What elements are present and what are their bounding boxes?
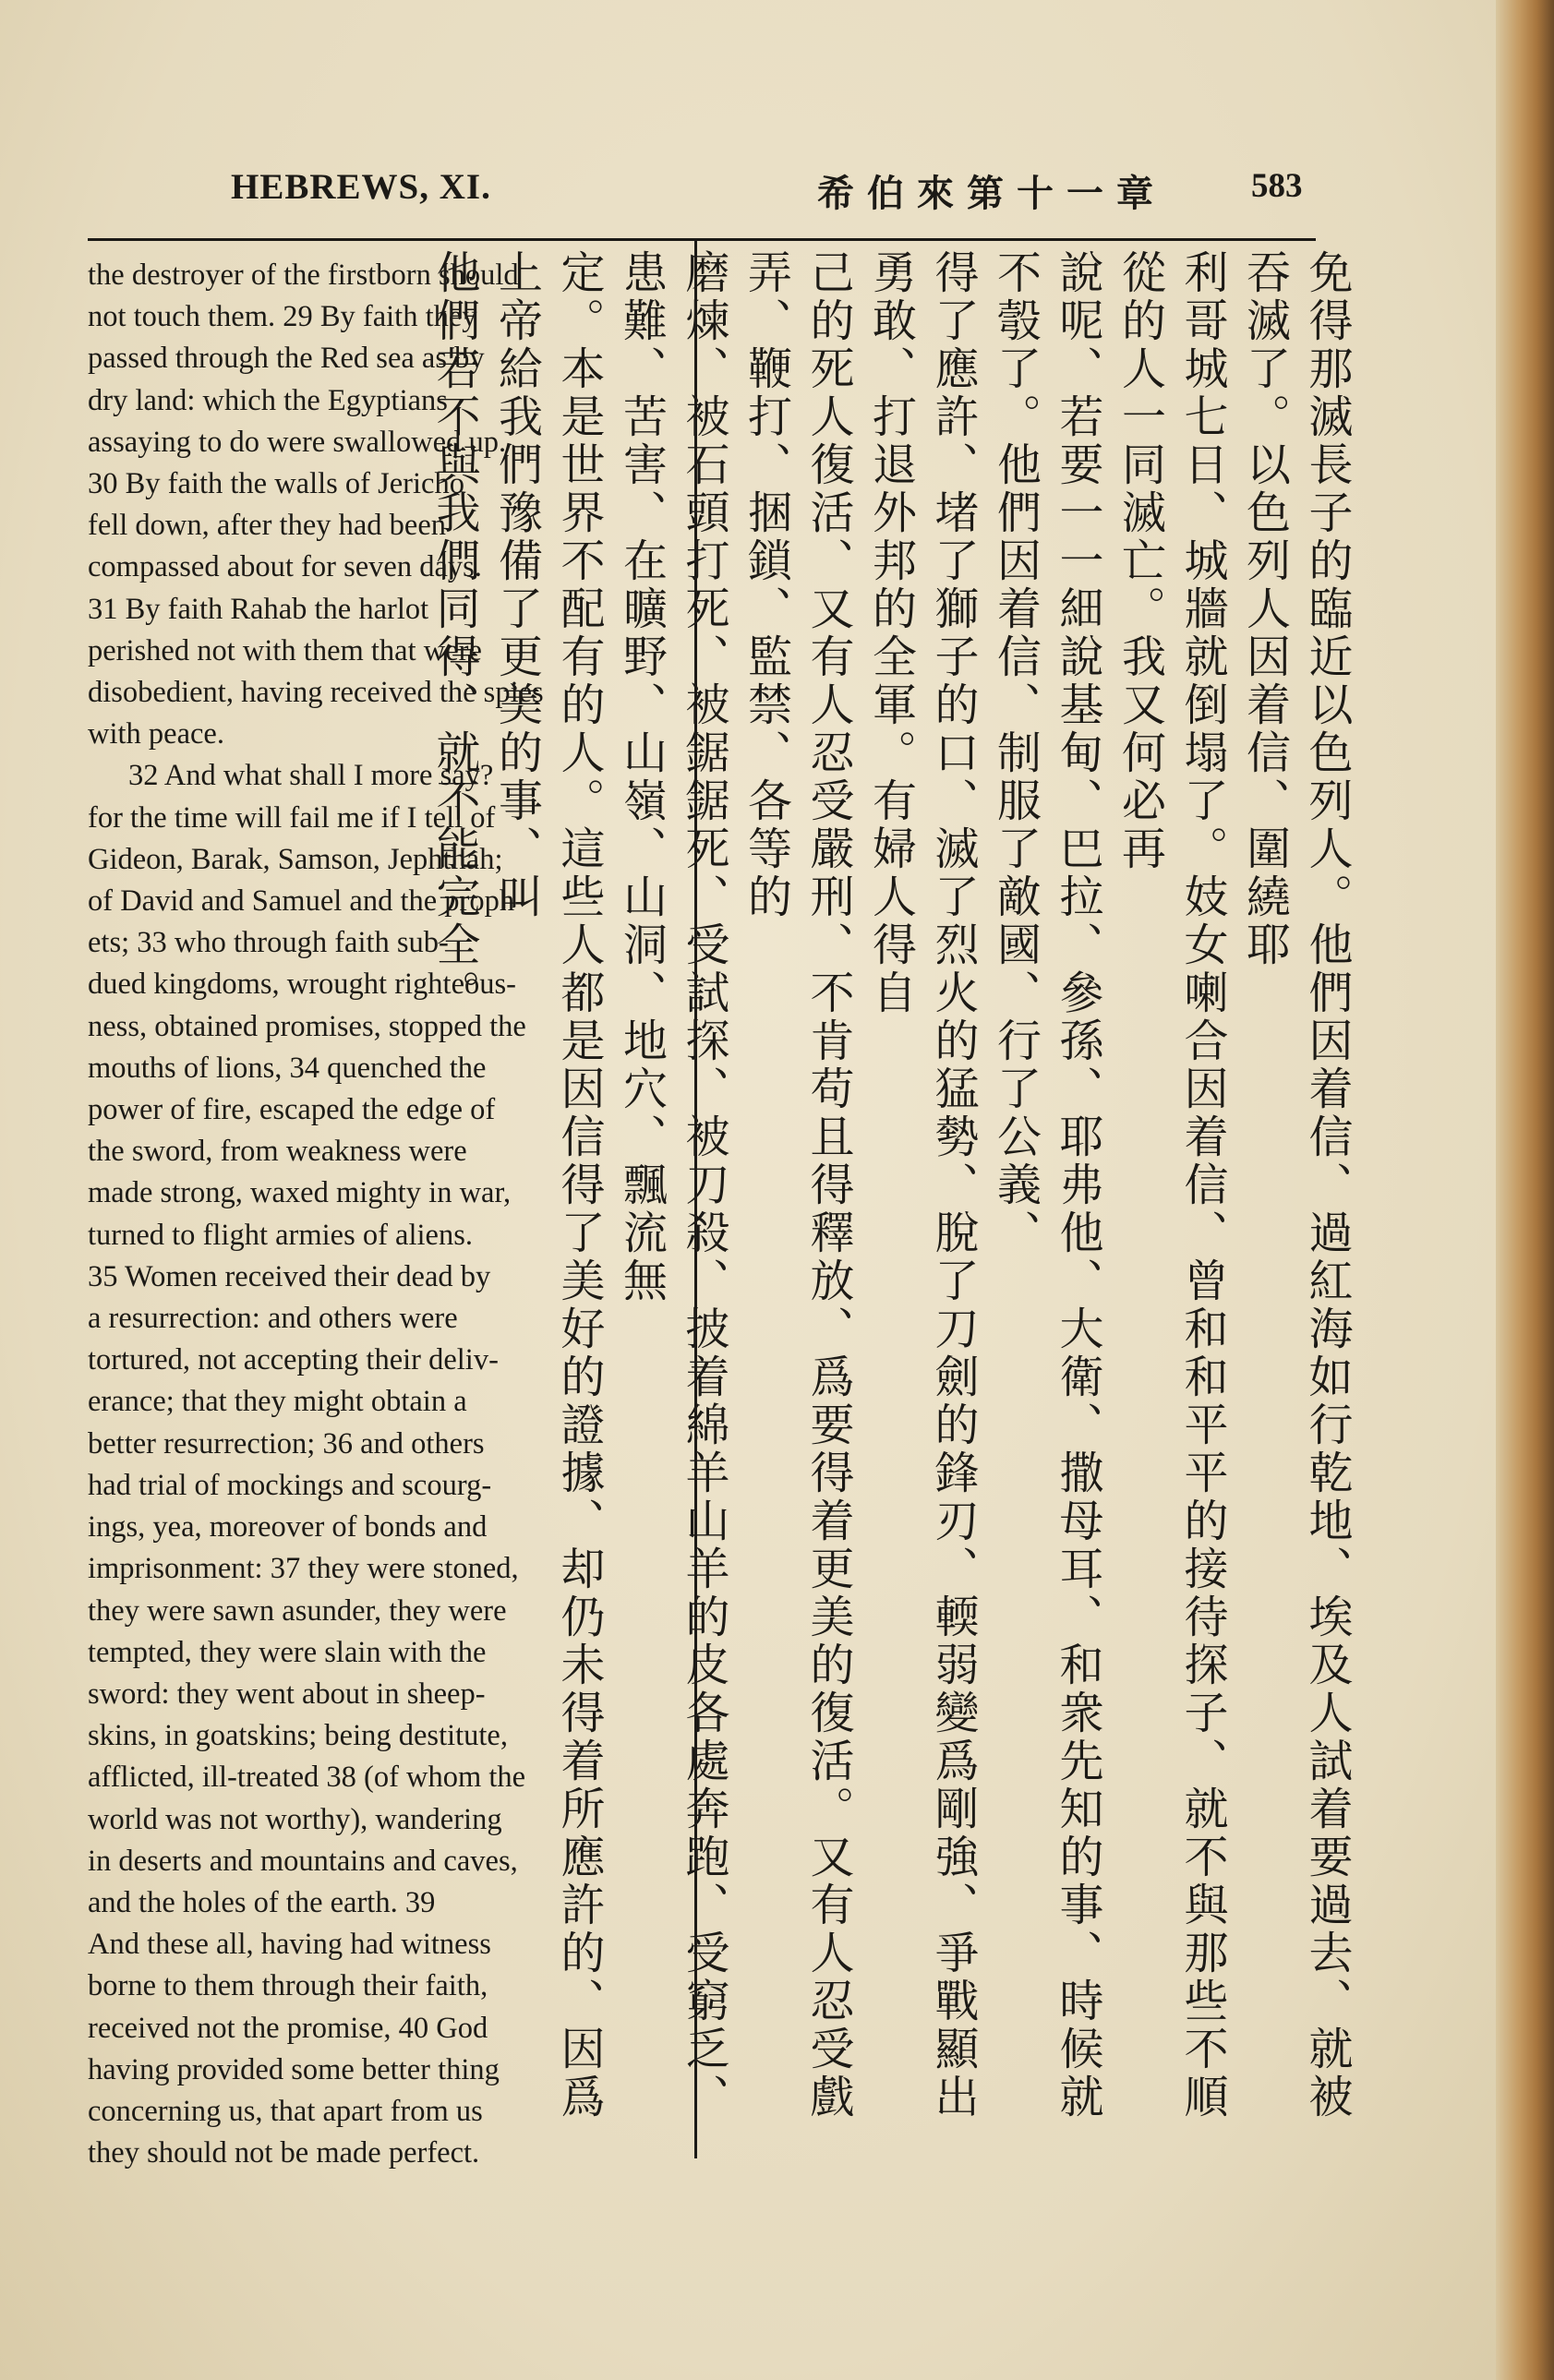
chinese-column: 定。本是世界不配有的人。這些人都是因信得了美好的證據、却仍未得着所應許的、因爲上帝給我們豫備了更美的事、叫 — [490, 249, 605, 2122]
english-line: dry land: which the Egyptians — [88, 383, 448, 417]
english-line: with peace. — [88, 717, 224, 751]
page-number: 583 — [1251, 167, 1303, 205]
english-line: they should not be made perfect. — [88, 2136, 480, 2170]
english-line: 35 Women received their dead by — [88, 1259, 491, 1293]
chinese-column: 免得那滅長子的臨近以色列人。他們因着信、過紅海如行乾地、埃及人試着要過去、就被吞滅了。以色列人因着信、圍繞耶 — [1238, 249, 1353, 2122]
english-line: assaying to do were swallowed up. — [88, 425, 507, 459]
english-line: for the time will fail me if I tell of — [88, 800, 496, 835]
english-line: sword: they went about in sheep- — [88, 1677, 486, 1711]
english-line: received not the promise, 40 God — [88, 2011, 488, 2045]
english-line: 30 By faith the walls of Jericho — [88, 467, 464, 501]
english-line: ings, yea, moreover of bonds and — [88, 1510, 488, 1545]
english-line: turned to flight armies of aliens. — [88, 1218, 473, 1252]
english-line: they were sawn asunder, they were — [88, 1593, 507, 1628]
chinese-column: 己的死人復活、又有人忍受嚴刑、不肯苟且得釋放、爲要得着更美的復活。又有人忍受戲弄、鞭打、捆鎖、監禁、各等的 — [740, 249, 854, 2122]
chinese-column: 磨煉、被石頭打死、被鋸鋸死、受試探、被刀殺、披着綿羊山羊的皮各處奔跑、受窮乏、患難、苦害、在曠野、山嶺、山洞、地穴、飄流無 — [615, 249, 729, 2122]
english-line: having provided some better thing — [88, 2052, 500, 2086]
english-line: 31 By faith Rahab the harlot — [88, 592, 429, 626]
english-line: Gideon, Barak, Samson, Jephthah; — [88, 842, 503, 876]
header-rule — [88, 238, 1316, 241]
english-line: had trial of mockings and scourg- — [88, 1468, 492, 1502]
english-running-title: HEBREWS, XI. — [231, 167, 491, 207]
chinese-running-title: 希伯來第十一章 — [817, 173, 1166, 215]
english-line: world was not worthy), wandering — [88, 1802, 502, 1836]
english-line: better resurrection; 36 and others — [88, 1426, 485, 1460]
english-line: erance; that they might obtain a — [88, 1385, 467, 1419]
book-page-edge — [1496, 0, 1554, 2380]
chinese-text-column — [428, 249, 1357, 2151]
english-line: skins, in goatskins; being destitute, — [88, 1719, 508, 1753]
english-line: fell down, after they had been — [88, 509, 447, 543]
english-line: of David and Samuel and the proph- — [88, 884, 524, 919]
english-line: disobedient, having received the spies — [88, 676, 544, 710]
english-line: mouths of lions, 34 quenched the — [88, 1051, 487, 1085]
english-line: concerning us, that apart from us — [88, 2094, 483, 2128]
english-line: the destroyer of the firstborn should — [88, 258, 519, 292]
chinese-column: 他們若不與我們同得、就不能完全。 — [428, 249, 480, 1017]
english-line: not touch them. 29 By faith they — [88, 300, 477, 334]
english-line: afflicted, ill-treated 38 (of whom the — [88, 1761, 526, 1795]
english-line: a resurrection: and others were — [88, 1302, 458, 1336]
english-line: in deserts and mountains and caves, — [88, 1844, 518, 1878]
english-line: borne to them through their faith, — [88, 1969, 488, 2003]
english-line: made strong, waxed mighty in war, — [88, 1176, 512, 1210]
chinese-column: 得了應許、堵了獅子的口、滅了烈火的猛勢、脫了刀劍的鋒刃、輭弱變爲剛強、爭戰顯出勇敢、打退外邦的全軍。有婦人得自 — [864, 249, 979, 2122]
english-line: ets; 33 who through faith sub- — [88, 926, 449, 960]
english-line: 32 And what shall I more say? — [128, 759, 494, 793]
english-line: passed through the Red sea as by — [88, 342, 485, 376]
chinese-column: 利哥城七日、城牆就倒塌了。妓女喇合因着信、曾和和平平的接待探子、就不與那些不順從的人一同滅亡。我又何必再 — [1114, 249, 1228, 2122]
english-line: imprisonment: 37 they were stoned, — [88, 1552, 519, 1586]
english-line: dued kingdoms, wrought righteous- — [88, 968, 516, 1002]
english-line: compassed about for seven days. — [88, 550, 482, 584]
chinese-column: 說呢、若要一一細說基甸、巴拉、參孫、耶弗他、大衛、撒母耳、和衆先知的事、時候就不彀了。他們因着信、制服了敵國、行了公義、 — [989, 249, 1103, 2122]
english-line: power of fire, escaped the edge of — [88, 1093, 496, 1127]
english-line: and the holes of the earth. 39 — [88, 1885, 436, 1919]
english-line: the sword, from weakness were — [88, 1135, 467, 1169]
running-head — [88, 166, 1334, 231]
english-line: perished not with them that were — [88, 633, 482, 667]
english-line: ness, obtained promises, stopped the — [88, 1009, 526, 1043]
english-line: tortured, not accepting their deliv- — [88, 1343, 499, 1377]
english-line: tempted, they were slain with the — [88, 1635, 487, 1669]
english-line: And these all, having had witness — [88, 1928, 491, 1962]
